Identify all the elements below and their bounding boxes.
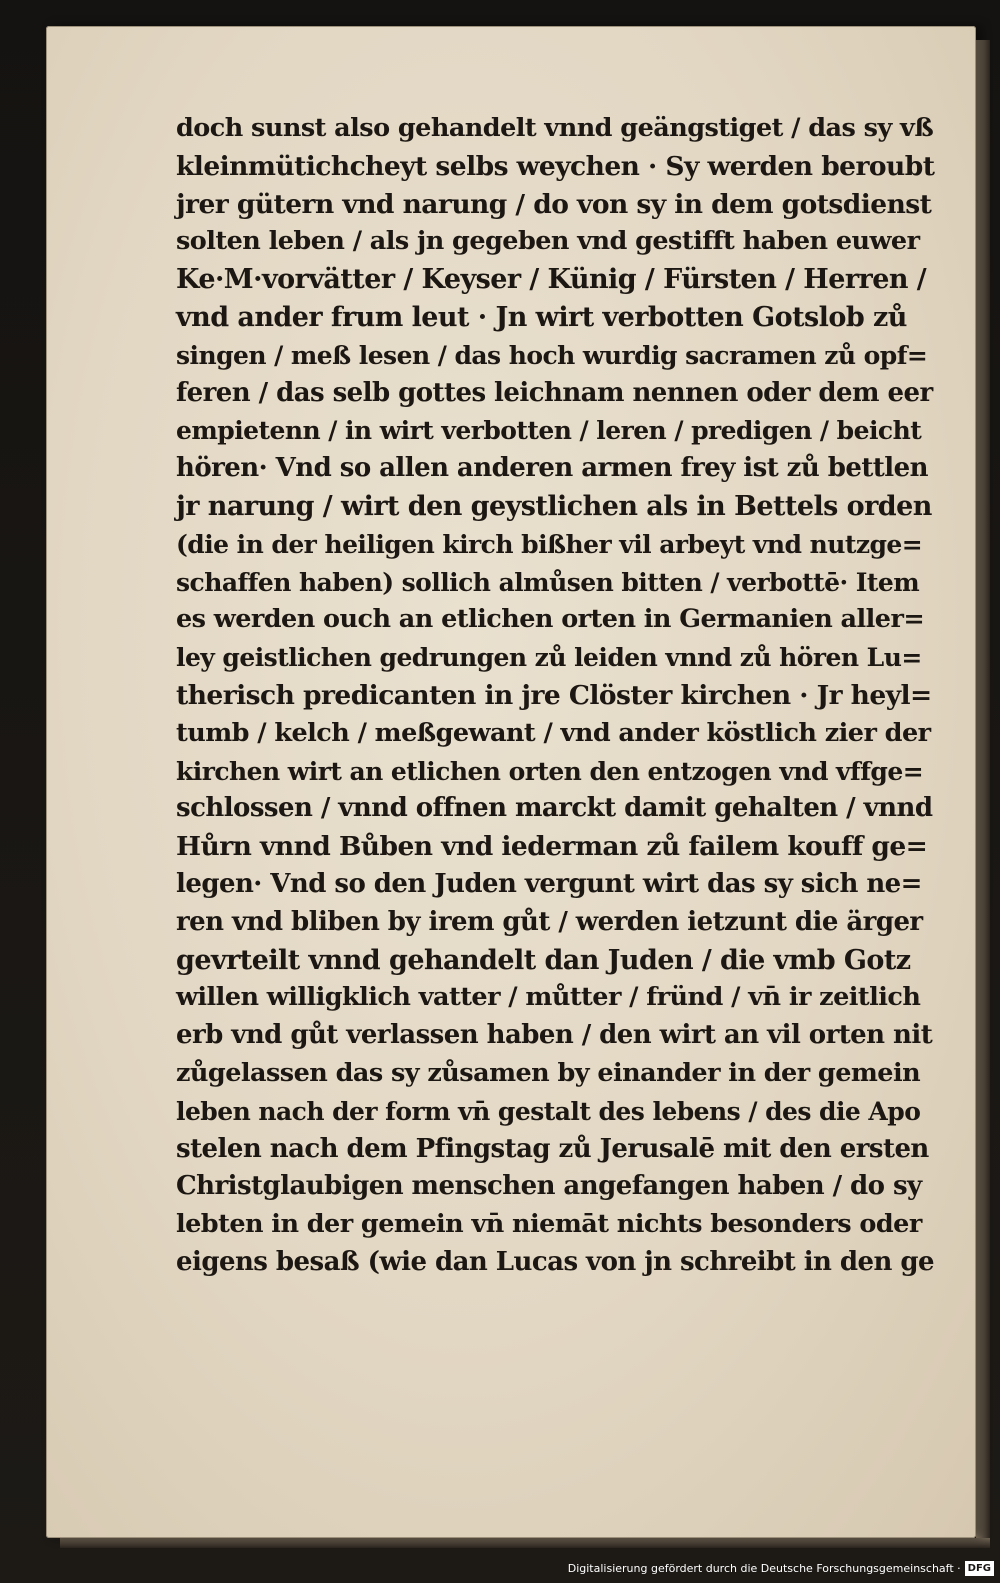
text-line: erb vnd gůt verlassen haben / den wirt an vil orten nit (176, 1020, 933, 1051)
text-line: hören· Vnd so allen anderen armen frey ist zů bettlen (176, 453, 928, 484)
text-line: legen· Vnd so den Juden vergunt wirt das sy sich ne= (176, 868, 922, 899)
page-edge-right (976, 40, 990, 1540)
text-line: ren vnd bliben by irem gůt / werden ietzunt die ärger (176, 906, 923, 937)
text-line: therisch predicanten in jre Clöster kirchen · Jr heyl= (176, 679, 932, 711)
text-line: Ke·M·vorvätter / Keyser / Künig / Fürsten / Herren / (176, 264, 927, 296)
text-line: lebten in der gemein vn̄ niemāt nichts besonders oder (176, 1209, 922, 1240)
text-line: solten leben / als jn gegeben vnd gestifft haben euwer (176, 226, 920, 257)
footer-credit (567, 1553, 1000, 1583)
text-line: es werden ouch an etlichen orten in Germanien aller= (176, 604, 925, 635)
dfg-logo: DFG (965, 1561, 994, 1576)
text-line: zůgelassen das sy zůsamen by einander in der gemein (176, 1057, 921, 1088)
text-line: doch sunst also gehandelt vnnd geängstiget / das sy vß (176, 113, 934, 143)
text-line: schaffen haben) sollich almůsen bitten / verbottē· Item (176, 567, 920, 597)
text-line: tumb / kelch / meßgewant / vnd ander köstlich zier der (176, 717, 931, 748)
text-line: kirchen wirt an etlichen orten den entzogen vnd vffge= (176, 756, 924, 786)
text-line: ley geistlichen gedrungen zů leiden vnnd zů hören Lu= (176, 643, 922, 673)
text-line: schlossen / vnnd offnen marckt damit gehalten / vnnd (176, 793, 933, 824)
text-line: leben nach der form vn̄ gestalt des lebens / des die Apo (176, 1096, 921, 1126)
text-line: jr narung / wirt den geystlichen als in Bettels orden (176, 490, 932, 522)
text-line: feren / das selb gottes leichnam nennen oder dem eer (176, 377, 933, 408)
page-edge-bottom (60, 1538, 990, 1548)
text-line: Christglaubigen menschen angefangen haben / do sy (176, 1171, 922, 1202)
text-line: vnd ander frum leut · Jn wirt verbotten Gotslob zů (176, 301, 907, 333)
text-line: gevrteilt vnnd gehandelt dan Juden / die vmb Gotz (176, 944, 911, 976)
text-line: stelen nach dem Pfingstag zů Jerusalē mit den ersten (176, 1133, 929, 1164)
text-line: eigens besaß (wie dan Lucas von jn schreibt in den ge (176, 1246, 935, 1277)
text-line: singen / meß lesen / das hoch wurdig sacramen zů opf= (176, 340, 928, 370)
text-line: (die in der heiligen kirch bißher vil arbeyt vnd nutzge= (176, 529, 923, 559)
text-line: empietenn / in wirt verbotten / leren / predigen / beicht (176, 416, 922, 446)
footer-credit-text: Digitalisierung gefördert durch die Deutsche Forschungsgemeinschaft · (567, 1561, 961, 1575)
text-line: willen willigklich vatter / můtter / fründ / vn̄ ir zeitlich (176, 982, 921, 1013)
text-line: jrer gütern vnd narung / do von sy in dem gotsdienst (176, 188, 932, 220)
page-text (176, 110, 934, 1282)
text-line: Hůrn vnnd Bůben vnd iederman zů failem kouff ge= (176, 831, 928, 863)
text-line: kleinmütichcheyt selbs weychen · Sy werden beroubt (176, 150, 935, 182)
